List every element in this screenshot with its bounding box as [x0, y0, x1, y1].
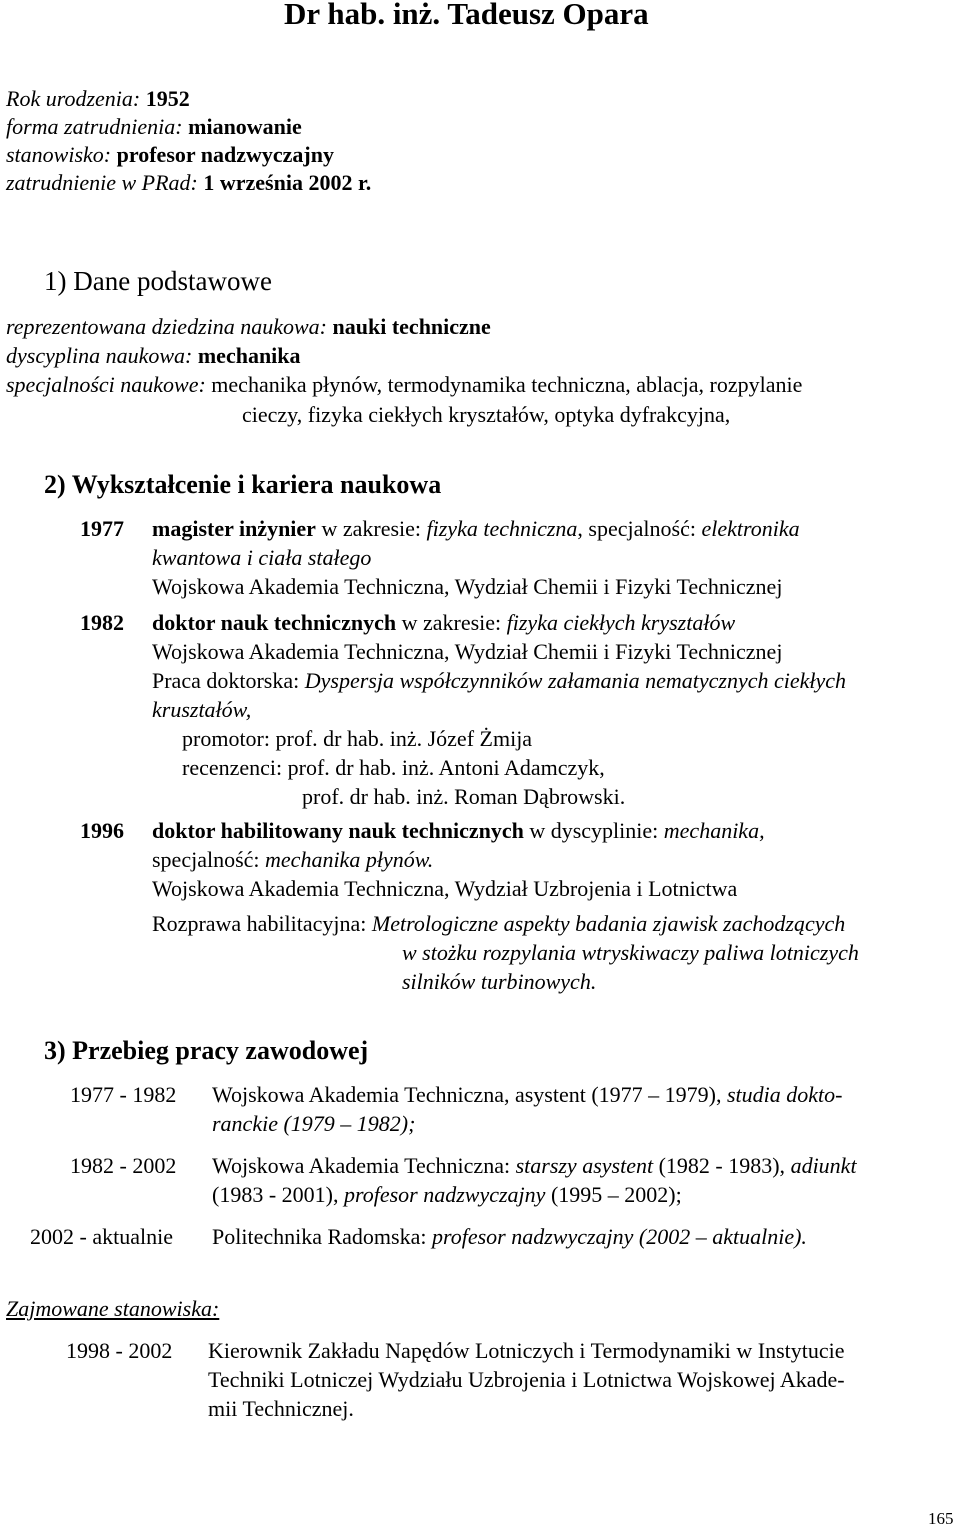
employment-form-value: mianowanie	[188, 114, 302, 139]
specialties-line2: cieczy, fizyka ciekłych kryształów, optyka dyfrakcyjna,	[242, 402, 731, 427]
section3-heading: 3) Przebieg pracy zawodowej	[44, 1036, 369, 1065]
edu-1982-promoter: promotor: prof. dr hab. inż. Józef Żmija	[182, 726, 533, 751]
edu-1982-line1	[152, 610, 735, 636]
work-2-role2: adiunkt	[790, 1153, 857, 1178]
edu-1982-thesis-line1: Dyspersja współczynników załamania nematycznych ciekłych	[304, 668, 847, 693]
position-label: stanowisko:	[6, 142, 112, 167]
specialties-label: specjalności naukowe:	[6, 372, 206, 397]
work-2-dates1: (1982 - 1983),	[653, 1153, 791, 1178]
work-1-line2: ranckie (1979 – 1982);	[212, 1111, 416, 1136]
edu-1982-degree: doktor nauk technicznych	[152, 610, 397, 635]
edu-year-1982: 1982	[80, 610, 124, 635]
birth-row	[6, 86, 190, 112]
work-2-dates3: (1995 – 2002);	[545, 1182, 682, 1207]
edu-year-1977: 1977	[80, 516, 124, 541]
field-row	[6, 314, 491, 340]
edu-1982-reviewers: recenzenci: prof. dr hab. inż. Antoni Adamczyk,	[182, 755, 605, 780]
work-2-line1	[212, 1153, 857, 1179]
field-value: nauki techniczne	[332, 314, 491, 339]
edu-1977-scope-label: w zakresie:	[315, 516, 427, 541]
work-1-text: Wojskowa Akademia Techniczna, asystent (1977 – 1979),	[212, 1082, 727, 1107]
work-years-3: 2002 - aktualnie	[30, 1224, 173, 1249]
edu-1996-thesis-line1: Metrologiczne aspekty badania zjawisk zachodzących	[371, 911, 846, 936]
edu-1982-scope-label: w zakresie:	[396, 610, 507, 635]
edu-1996-thesis	[152, 911, 845, 937]
section2-heading: 2) Wykształcenie i kariera naukowa	[44, 470, 442, 499]
work-3-role: profesor nadzwyczajny (2002 – aktualnie).	[431, 1224, 807, 1249]
edu-year-1996: 1996	[80, 818, 124, 843]
edu-1982-thesis-line2: kruształów,	[152, 697, 252, 722]
work-3-employer: Politechnika Radomska:	[212, 1224, 432, 1249]
field-label: reprezentowana dziedzina naukowa:	[6, 314, 328, 339]
edu-1996-thesis-line2: w stożku rozpylania wtryskiwaczy paliwa lotniczych	[402, 940, 859, 965]
work-3-line1	[212, 1224, 807, 1250]
positions-line3: mii Technicznej.	[208, 1396, 354, 1421]
positions-heading: Zajmowane stanowiska:	[6, 1296, 220, 1321]
discipline-value: mechanika	[197, 343, 301, 368]
work-2-role3: profesor nadzwyczajny	[343, 1182, 546, 1207]
work-years-1: 1977 - 1982	[70, 1082, 177, 1107]
edu-1977-institution: Wojskowa Akademia Techniczna, Wydział Chemii i Fizyki Technicznej	[152, 574, 783, 599]
positions-line2: Techniki Lotniczej Wydziału Uzbrojenia i Lotnictwa Wojskowej Akade-	[208, 1367, 845, 1392]
birth-value: 1952	[145, 86, 190, 111]
position-value: profesor nadzwyczajny	[116, 142, 334, 167]
edu-1996-degree: doktor habilitowany nauk technicznych	[152, 818, 524, 843]
edu-1977-line1	[152, 516, 800, 542]
edu-1996-spec-value: mechanika płynów.	[265, 847, 434, 872]
work-1-line1	[212, 1082, 843, 1108]
hired-label: zatrudnienie w PRad:	[6, 170, 198, 195]
edu-1982-institution: Wojskowa Akademia Techniczna, Wydział Chemii i Fizyki Technicznej	[152, 639, 783, 664]
work-2-role1: starszy asystent	[515, 1153, 654, 1178]
work-2-dates2: (1983 - 2001),	[212, 1182, 344, 1207]
edu-1996-line1	[152, 818, 765, 844]
hired-row	[6, 170, 371, 196]
edu-1996-discipline: mechanika,	[663, 818, 765, 843]
edu-1996-institution: Wojskowa Akademia Techniczna, Wydział Uzbrojenia i Lotnictwa	[152, 876, 738, 901]
edu-1996-spec-label: specjalność:	[152, 847, 266, 872]
edu-1996-thesis-line3: silników turbinowych.	[402, 969, 597, 994]
positions-years: 1998 - 2002	[66, 1338, 173, 1363]
edu-1977-spec-line2: kwantowa i ciała stałego	[152, 545, 372, 570]
discipline-label: dyscyplina naukowa:	[6, 343, 193, 368]
edu-1982-field: fizyka ciekłych kryształów	[506, 610, 736, 635]
specialties-line1: mechanika płynów, termodynamika techniczna, ablacja, rozpylanie	[211, 372, 803, 397]
employment-form-label: forma zatrudnienia:	[6, 114, 183, 139]
specialties-row	[6, 372, 802, 398]
hired-value: 1 września 2002 r.	[203, 170, 372, 195]
work-1-studies: studia dokto-	[727, 1082, 843, 1107]
edu-1982-thesis	[152, 668, 846, 694]
work-years-2: 1982 - 2002	[70, 1153, 177, 1178]
edu-1977-spec-label: , specjalność:	[577, 516, 702, 541]
work-2-line2	[212, 1182, 682, 1208]
edu-1977-spec-line1: elektronika	[701, 516, 800, 541]
edu-1977-degree: magister inżynier	[152, 516, 316, 541]
page-title: Dr hab. inż. Tadeusz Opara	[284, 0, 649, 31]
section1-heading: 1) Dane podstawowe	[44, 266, 272, 296]
edu-1996-thesis-label: Rozprawa habilitacyjna:	[152, 911, 372, 936]
position-row	[6, 142, 334, 168]
positions-line1: Kierownik Zakładu Napędów Lotniczych i Termodynamiki w Instytucie	[208, 1338, 845, 1363]
employment-form-row	[6, 114, 302, 140]
edu-1982-reviewer2: prof. dr hab. inż. Roman Dąbrowski.	[302, 784, 626, 809]
page-number: 165	[928, 1509, 954, 1528]
work-2-employer: Wojskowa Akademia Techniczna:	[212, 1153, 516, 1178]
birth-label: Rok urodzenia:	[6, 86, 141, 111]
edu-1982-thesis-label: Praca doktorska:	[152, 668, 305, 693]
edu-1996-discipline-label: w dyscyplinie:	[523, 818, 664, 843]
edu-1977-field: fizyka techniczna	[426, 516, 578, 541]
edu-1996-spec	[152, 847, 433, 873]
discipline-row	[6, 343, 301, 369]
